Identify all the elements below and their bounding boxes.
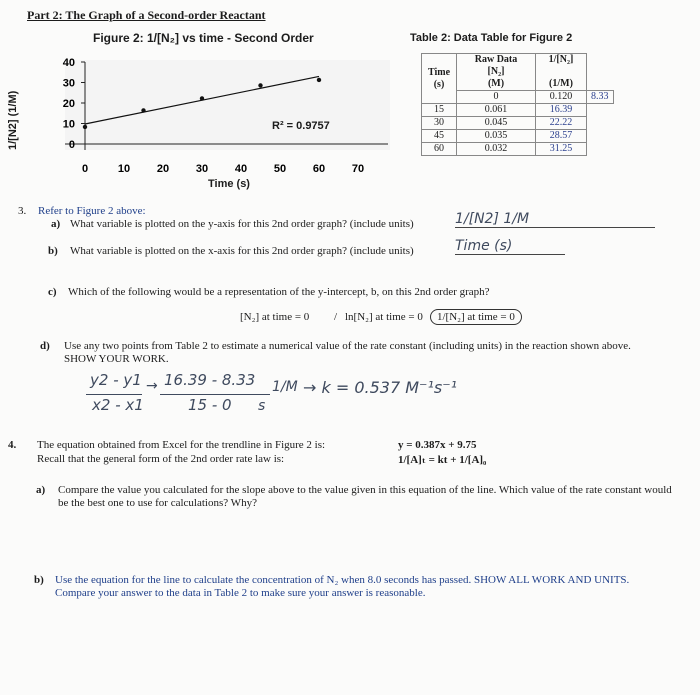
table-row: 60 0.032 31.25 — [422, 143, 614, 156]
q3c-option-2[interactable]: ln[N₂] at time = 0 — [345, 311, 423, 323]
work-frac2-den: 15 - 0 — [188, 396, 232, 414]
q3d-text: Use any two points from Table 2 to estimate a numerical value of the rate constant (including units) in the reaction shown above. SHOW YOUR WORK. — [64, 340, 631, 365]
q4-text-2: Recall that the general form of the 2nd order rate law is: — [37, 453, 285, 465]
q3c-separator: / — [334, 311, 338, 323]
q3-number: 3. — [18, 205, 27, 217]
q3a-text: What variable is plotted on the y-axis for this 2nd order graph? (include units) — [70, 218, 414, 230]
data-point — [317, 78, 321, 82]
y-tick-label: 10 — [62, 118, 75, 131]
work-arrow-1: → — [146, 378, 158, 394]
part-title: Part 2: The Graph of a Second-order Reactant — [27, 8, 266, 22]
table-row: 0 0.120 8.33 — [422, 91, 614, 104]
y-tick-label: 40 — [62, 57, 75, 69]
table-title: Table 2: Data Table for Figure 2 — [410, 32, 573, 44]
work-frac2-num: 16.39 - 8.33 — [164, 371, 256, 389]
data-table — [421, 53, 614, 156]
x-tick-label: 60 — [312, 163, 326, 175]
q4b-text: Use the equation for the line to calculate the concentration of N₂ when 8.0 seconds has passed. SHOW ALL WORK AND UNITS. Compare your answer to the data in Table 2 to make sure your answer is reasonable. — [55, 574, 630, 599]
x-tick-label: 50 — [273, 163, 287, 175]
q4b-label: b) — [34, 574, 44, 586]
data-point — [258, 83, 262, 87]
work-frac1-line — [86, 394, 142, 395]
q4-number: 4. — [8, 439, 17, 451]
q3-intro: Refer to Figure 2 above: — [38, 205, 146, 217]
q4a-label: a) — [36, 484, 46, 496]
q3c-label: c) — [48, 286, 57, 298]
q4-equation-2: 1/[A]ₜ = kt + 1/[A]₀ — [398, 454, 487, 466]
figure-title: Figure 2: 1/[N₂] vs time - Second Order — [93, 31, 314, 45]
work-frac1-den: x2 - x1 — [92, 396, 144, 414]
work-frac2-line — [160, 394, 270, 395]
data-point — [141, 108, 145, 112]
header-inverse: 1/[N₂] (1/M) — [536, 54, 587, 91]
r-squared-label: R² = 0.9757 — [272, 120, 330, 132]
table-row: 45 0.035 28.57 — [422, 130, 614, 143]
data-point — [83, 125, 87, 129]
x-tick-label: 20 — [156, 163, 170, 175]
work-unit-den: s — [258, 398, 266, 414]
work-frac1-num: y2 - y1 — [90, 371, 142, 389]
x-tick-label: 70 — [351, 163, 365, 175]
plot-area — [62, 60, 390, 150]
header-raw-data: Raw Data [N₂] (M) — [457, 54, 536, 91]
q4-equation-1: y = 0.387x + 9.75 — [398, 439, 477, 451]
y-axis-label: 1/[N2] (1/M) — [7, 90, 19, 150]
data-point — [200, 96, 204, 100]
q3c-option-3-selected[interactable]: 1/[N₂] at time = 0 — [430, 309, 522, 325]
y-tick-label: 30 — [62, 77, 75, 90]
q3a-answer[interactable]: 1/[N2] 1/M — [455, 211, 655, 228]
x-tick-label: 40 — [234, 163, 248, 175]
q3a-label: a) — [51, 218, 61, 230]
y-tick-label: 0 — [68, 139, 75, 151]
table-row: 30 0.045 22.22 — [422, 117, 614, 130]
q3c-option-1[interactable]: [N₂] at time = 0 — [240, 311, 310, 323]
header-time: Time (s) — [422, 54, 457, 104]
table-row: 15 0.061 16.39 — [422, 104, 614, 117]
q3b-answer[interactable]: Time (s) — [455, 238, 565, 255]
work-result: → k = 0.537 M⁻¹s⁻¹ — [303, 378, 458, 397]
figure-2-chart — [0, 0, 420, 200]
q3d-label: d) — [40, 340, 50, 352]
y-tick-label: 20 — [62, 98, 75, 110]
x-tick-label: 10 — [117, 163, 131, 175]
x-tick-label: 30 — [195, 163, 209, 175]
work-unit-num: 1/M — [272, 379, 298, 395]
x-tick-label: 0 — [81, 163, 89, 175]
q3b-text: What variable is plotted on the x-axis for this 2nd order graph? (include units) — [70, 245, 414, 257]
q3b-label: b) — [48, 245, 58, 257]
q3c-text: Which of the following would be a representation of the y-intercept, b, on this 2nd order graph? — [68, 286, 490, 298]
q4a-text: Compare the value you calculated for the slope above to the value given in this equation of the line. Which value of the rate constant would be the best one to use for calculations? Why? — [58, 484, 672, 509]
x-axis-label: Time (s) — [208, 178, 250, 190]
q4-text-1: The equation obtained from Excel for the trendline in Figure 2 is: — [37, 439, 326, 451]
